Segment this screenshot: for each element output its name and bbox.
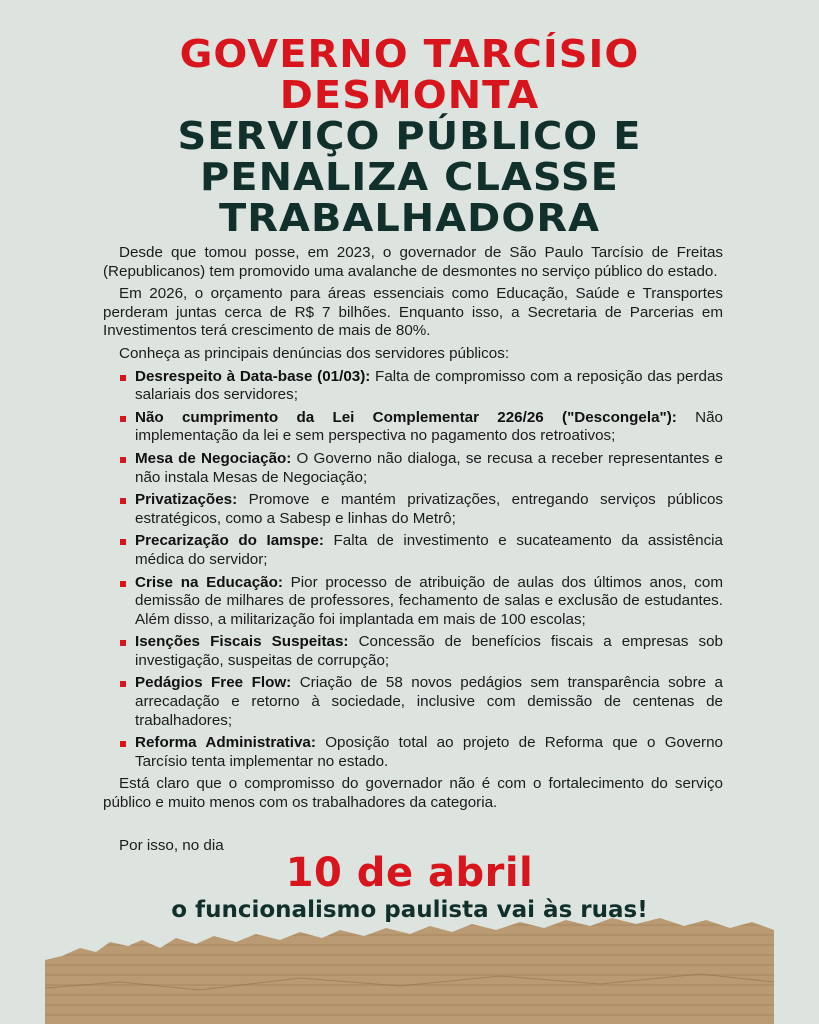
- complaints-list: [103, 368, 723, 772]
- bullet-icon: [120, 640, 126, 646]
- closing-lead-in: Por isso, no dia: [119, 836, 224, 854]
- list-item-text: Promove e mantém privatizações, entregando serviços públicos estratégicos, como a Sabesp e linhas do Metrô;: [135, 491, 723, 527]
- list-item: [103, 409, 723, 446]
- list-item-term: Mesa de Negociação:: [135, 449, 292, 467]
- bullet-icon: [120, 498, 126, 504]
- list-item-text: Criação de 58 novos pedágios sem transparência sobre a arrecadação e retorno à sociedade, inclusive com demissão de centenas de trabalhadores;: [135, 674, 724, 729]
- list-item-text: Pior processo de atribuição de aulas dos últimos anos, com demissão de milhares de professores, fechamento de salas e exclusão de estudantes. Além disso, a militarização foi implantada em mais de 100 escolas;: [135, 573, 723, 628]
- list-item-text: O Governo não dialoga, se recusa a receber representantes e não instala Mesas de Negociação;: [135, 449, 723, 486]
- headline-line-1: GOVERNO TARCÍSIO: [179, 32, 640, 76]
- list-item-term: Não cumprimento da Lei Complementar 226/26 ("Descongela"):: [135, 408, 677, 426]
- headline-line-4: PENALIZA CLASSE: [199, 155, 620, 199]
- bullet-icon: [120, 581, 126, 587]
- headline-line-2: DESMONTA: [279, 73, 540, 117]
- list-item-term: Pedágios Free Flow:: [135, 674, 292, 692]
- list-item: [103, 450, 723, 487]
- list-item: [103, 633, 723, 670]
- headline-line-5: TRABALHADORA: [218, 196, 601, 240]
- bullet-icon: [120, 741, 126, 747]
- list-item-text: Não implementação da lei e sem perspectiva no pagamento dos retroativos;: [135, 408, 723, 445]
- list-item-term: Isenções Fiscais Suspeitas:: [135, 633, 349, 651]
- list-item-text: Oposição total ao projeto de Reforma que o Governo Tarcísio tenta implementar no estado.: [135, 734, 723, 770]
- list-item: [103, 532, 723, 569]
- headline-line-3: SERVIÇO PÚBLICO E: [177, 114, 642, 158]
- list-item-term: Precarização do Iamspe:: [135, 532, 324, 550]
- bullet-icon: [120, 539, 126, 545]
- headline: [0, 34, 819, 239]
- list-item-term: Desrespeito à Data-base (01/03):: [135, 367, 371, 385]
- list-item: [103, 734, 723, 771]
- list-item-term: Privatizações:: [135, 491, 238, 509]
- intro-paragraph-3: Conheça as principais denúncias dos servidores públicos:: [119, 344, 510, 362]
- body-text: [103, 244, 723, 859]
- bullet-icon: [120, 457, 126, 463]
- list-item: [103, 674, 723, 730]
- torn-cardboard-strip: [0, 918, 819, 1024]
- list-item: [103, 368, 723, 405]
- list-item-text: Concessão de benefícios fiscais a empresas sob investigação, suspeitas de corrupção;: [135, 633, 723, 669]
- list-item-term: Crise na Educação:: [135, 573, 283, 591]
- list-item: [103, 574, 723, 630]
- closing-paragraph: Está claro que o compromisso do governador não é com o fortalecimento do serviço público e muito menos com os trabalhadores da categoria.: [103, 775, 723, 812]
- list-item-text: Falta de compromisso com a reposição das perdas salariais dos servidores;: [135, 367, 723, 404]
- tagline: o funcionalismo paulista vai às ruas!: [171, 897, 648, 923]
- bullet-icon: [120, 681, 126, 687]
- event-date: 10 de abril: [285, 850, 534, 896]
- bullet-icon: [120, 416, 126, 422]
- list-item-text: Falta de investimento e sucateamento da assistência médica do servidor;: [135, 532, 723, 568]
- list-item: [103, 491, 723, 528]
- list-item-term: Reforma Administrativa:: [135, 734, 316, 752]
- bullet-icon: [120, 375, 126, 381]
- intro-paragraph-2: Em 2026, o orçamento para áreas essenciais como Educação, Saúde e Transportes perderam juntas cerca de R$ 7 bilhões. Enquanto isso, a Secretaria de Parcerias em Investimentos terá crescimento de mais de 80%.: [103, 285, 723, 340]
- intro-paragraph-1: Desde que tomou posse, em 2023, o governador de São Paulo Tarcísio de Freitas (Republicanos) tem promovido uma avalanche de desmontes no serviço público do estado.: [103, 244, 723, 280]
